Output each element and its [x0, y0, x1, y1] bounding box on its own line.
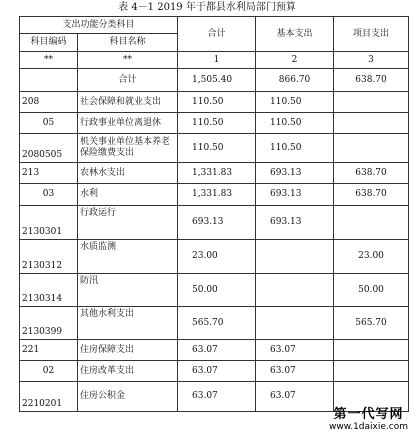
- table-row: [20, 307, 409, 340]
- marker-project: 3: [334, 52, 409, 69]
- row-name: 农林水支出: [78, 163, 178, 184]
- row-name: 机关事业单位基本养老保险缴费支出: [78, 134, 178, 163]
- row-total: 1,331.83: [178, 184, 256, 206]
- table-row: [20, 69, 409, 92]
- row-total: 50.00: [178, 274, 256, 307]
- row-total: 63.07: [178, 361, 256, 382]
- row-code: 2080505: [20, 134, 78, 163]
- row-basic: 63.07: [256, 340, 334, 361]
- table-row: [20, 340, 409, 361]
- row-project: [334, 340, 409, 361]
- row-name: 其他水利支出: [78, 307, 178, 340]
- watermark-title: 第一代写网: [333, 407, 404, 422]
- table-row: [20, 240, 409, 274]
- header-code: 科目编码: [20, 34, 78, 52]
- table-row: [20, 274, 409, 307]
- row-project: [334, 134, 409, 163]
- header-name: 科目名称: [78, 34, 178, 52]
- budget-table: [19, 16, 409, 412]
- table-row: [20, 361, 409, 382]
- row-total: 63.07: [178, 340, 256, 361]
- row-code: 02: [20, 361, 78, 382]
- row-code: 2130399: [20, 307, 78, 340]
- row-code: [20, 69, 78, 92]
- row-name: 行政事业单位离退休: [78, 113, 178, 134]
- row-name: 合计: [78, 69, 178, 92]
- row-total: 1,331.83: [178, 163, 256, 184]
- watermark-url: www.1daixie.com: [328, 422, 408, 432]
- table-row: [20, 206, 409, 240]
- row-basic: 63.07: [256, 382, 334, 412]
- row-total: 23.00: [178, 240, 256, 274]
- row-code: 208: [20, 92, 78, 113]
- header-basic: 基本支出: [256, 17, 334, 52]
- watermark: [329, 407, 408, 433]
- row-basic: 693.13: [256, 163, 334, 184]
- table-row: [20, 113, 409, 134]
- row-basic: [256, 274, 334, 307]
- row-basic: 110.50: [256, 113, 334, 134]
- table-caption: 表 4－1 2019 年于都县水利局部门预算: [118, 2, 296, 13]
- marker-code: **: [20, 52, 78, 69]
- row-name: 行政运行: [78, 206, 178, 240]
- row-project: 638.70: [334, 184, 409, 206]
- row-code: 221: [20, 340, 78, 361]
- row-total: 110.50: [178, 92, 256, 113]
- row-project: 23.00: [334, 240, 409, 274]
- row-basic: [256, 240, 334, 274]
- header-total: 合计: [178, 17, 256, 52]
- row-code: 213: [20, 163, 78, 184]
- row-project: [334, 113, 409, 134]
- row-name: 水质监测: [78, 240, 178, 274]
- row-code: 2210201: [20, 382, 78, 412]
- table-row: [20, 134, 409, 163]
- row-name: 住房公积金: [78, 382, 178, 412]
- row-project: 50.00: [334, 274, 409, 307]
- row-project: 638.70: [334, 163, 409, 184]
- row-total: 565.70: [178, 307, 256, 340]
- row-total: 110.50: [178, 113, 256, 134]
- row-basic: 110.50: [256, 92, 334, 113]
- row-project: 638.70: [334, 69, 409, 92]
- row-code: 03: [20, 184, 78, 206]
- row-code: 2130301: [20, 206, 78, 240]
- row-name: 水利: [78, 184, 178, 206]
- row-basic: 110.50: [256, 134, 334, 163]
- row-total: 110.50: [178, 134, 256, 163]
- row-basic: 693.13: [256, 206, 334, 240]
- row-basic: 63.07: [256, 361, 334, 382]
- row-code: 2130312: [20, 240, 78, 274]
- row-total: 63.07: [178, 382, 256, 412]
- row-total: 1,505.40: [178, 69, 256, 92]
- marker-basic: 2: [256, 52, 334, 69]
- row-basic: [256, 307, 334, 340]
- row-code: 2130314: [20, 274, 78, 307]
- row-name: 住房保障支出: [78, 340, 178, 361]
- marker-name: **: [78, 52, 178, 69]
- header-group-label: 支出功能分类科目: [20, 17, 178, 34]
- row-name: 住房改革支出: [78, 361, 178, 382]
- marker-total: 1: [178, 52, 256, 69]
- row-total: 693.13: [178, 206, 256, 240]
- row-code: 05: [20, 113, 78, 134]
- row-basic: 866.70: [256, 69, 334, 92]
- row-project: [334, 206, 409, 240]
- row-name: 社会保障和就业支出: [78, 92, 178, 113]
- row-project: [334, 361, 409, 382]
- row-project: [334, 92, 409, 113]
- header-project: 项目支出: [334, 17, 409, 52]
- marker-row: [20, 52, 409, 69]
- table-row: [20, 163, 409, 184]
- row-name: 防汛: [78, 274, 178, 307]
- row-project: 565.70: [334, 307, 409, 340]
- table-row: [20, 184, 409, 206]
- header-row-1: [20, 17, 409, 34]
- row-basic: 693.13: [256, 184, 334, 206]
- table-row: [20, 92, 409, 113]
